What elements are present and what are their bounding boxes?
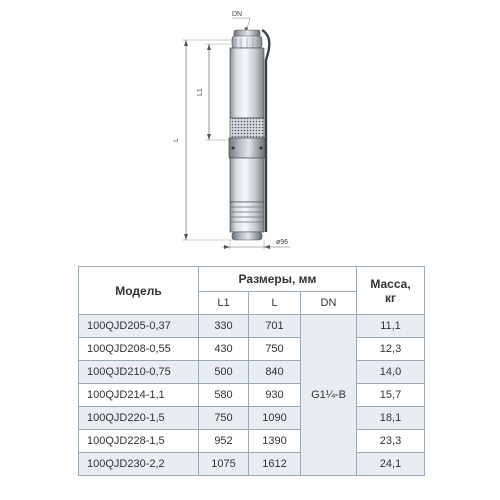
table-row <box>79 338 425 361</box>
header-dimensions: Размеры, мм <box>199 267 357 292</box>
cell-mass: 11,1 <box>357 315 425 338</box>
l-dimension-label: L <box>173 138 180 142</box>
dn-label: DN <box>232 11 243 18</box>
cell-l1: 750 <box>199 407 249 430</box>
cell-l1: 952 <box>199 430 249 453</box>
cell-l: 1612 <box>249 453 301 476</box>
header-l1: L1 <box>199 292 249 315</box>
cell-model: 100QJD205-0,37 <box>79 315 199 338</box>
diameter-label: ø96 <box>276 239 289 246</box>
table-header-row <box>79 267 425 292</box>
cell-mass: 14,0 <box>357 361 425 384</box>
cell-mass: 23,3 <box>357 430 425 453</box>
table-row <box>79 453 425 476</box>
table-row <box>79 407 425 430</box>
header-l: L <box>249 292 301 315</box>
cell-mass: 15,7 <box>357 384 425 407</box>
header-dn: DN <box>301 292 357 315</box>
cell-model: 100QJD230-2,2 <box>79 453 199 476</box>
dn-callout <box>232 11 250 32</box>
cell-dn: G1¼-B <box>301 315 357 476</box>
cell-l: 701 <box>249 315 301 338</box>
dimension-diameter <box>222 239 290 250</box>
cell-l: 750 <box>249 338 301 361</box>
intake-mesh <box>230 118 264 138</box>
table-row <box>79 315 425 338</box>
table-row <box>79 430 425 453</box>
cell-l: 1390 <box>249 430 301 453</box>
coupling-bolt-icon <box>260 147 263 150</box>
pump-body-upper <box>230 48 264 118</box>
header-model: Модель <box>79 267 199 315</box>
header-mass <box>357 267 425 315</box>
cell-l: 930 <box>249 384 301 407</box>
cell-l1: 580 <box>199 384 249 407</box>
dimension-l1 <box>197 44 230 140</box>
table-row <box>79 384 425 407</box>
header-mass-line2: кг <box>384 290 396 305</box>
cell-model: 100QJD210-0,75 <box>79 361 199 384</box>
cell-l1: 500 <box>199 361 249 384</box>
cell-l: 840 <box>249 361 301 384</box>
cell-l1: 1075 <box>199 453 249 476</box>
cell-mass: 18,1 <box>357 407 425 430</box>
header-mass-line1: Масса, <box>370 276 411 291</box>
motor-base <box>230 202 264 240</box>
cell-model: 100QJD228-1,5 <box>79 430 199 453</box>
motor-body <box>230 158 264 202</box>
cell-mass: 12,3 <box>357 338 425 361</box>
l1-dimension-label: L1 <box>197 88 204 96</box>
cell-l: 1090 <box>249 407 301 430</box>
pump-outlet <box>232 30 262 48</box>
table-row <box>79 361 425 384</box>
cell-model: 100QJD214-1,1 <box>79 384 199 407</box>
spec-table <box>78 266 425 476</box>
cell-l1: 330 <box>199 315 249 338</box>
cell-model: 100QJD208-0,55 <box>79 338 199 361</box>
cell-model: 100QJD220-1,5 <box>79 407 199 430</box>
cell-l1: 430 <box>199 338 249 361</box>
cell-mass: 24,1 <box>357 453 425 476</box>
coupling-bolt-icon <box>232 147 235 150</box>
